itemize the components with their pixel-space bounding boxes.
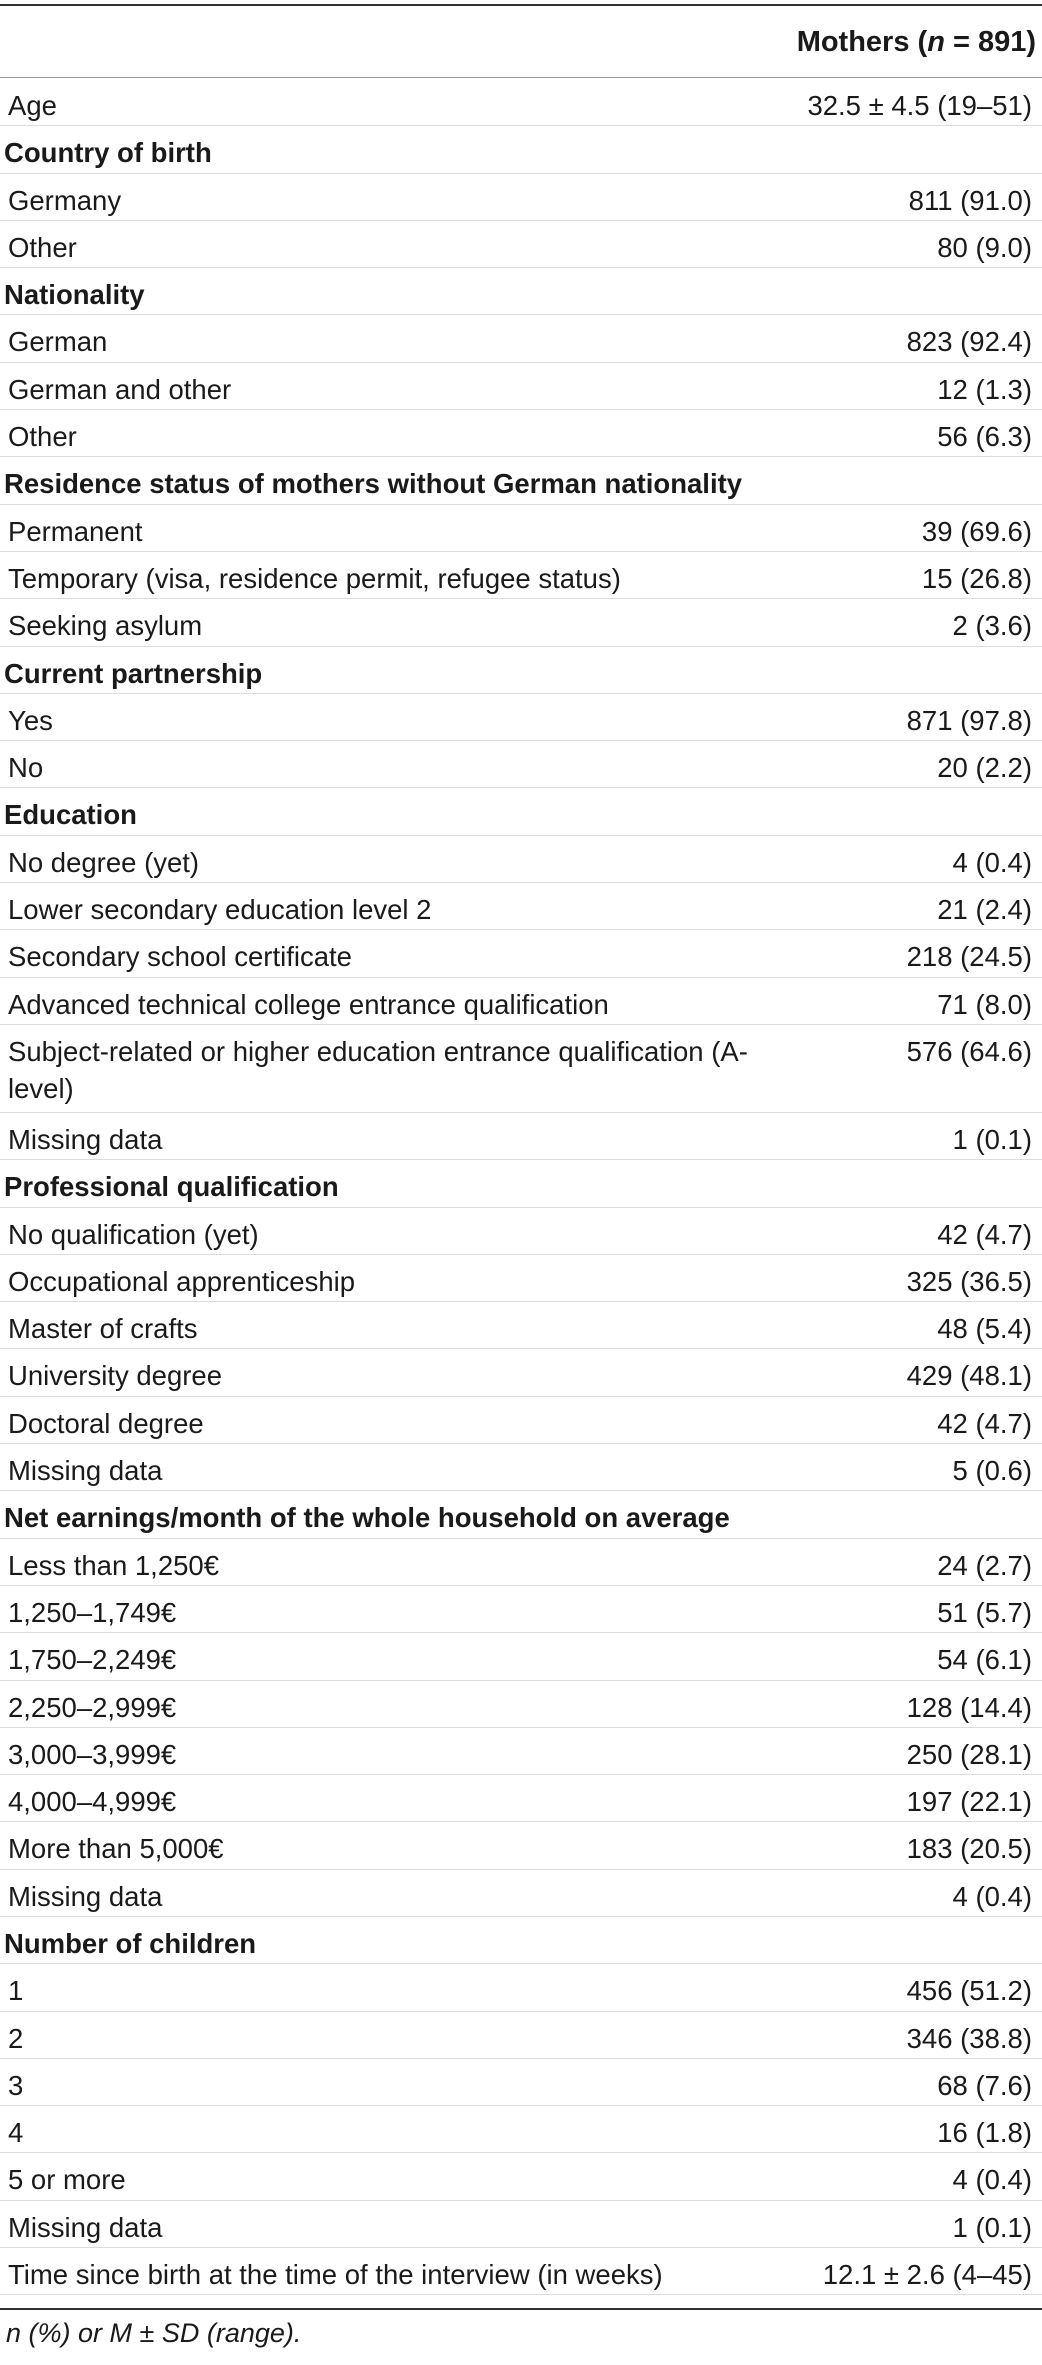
- column-header-mothers: Mothers (n = 891): [796, 26, 1036, 58]
- row-value: 42 (4.7): [937, 1407, 1032, 1439]
- row-value: 218 (24.5): [906, 941, 1032, 973]
- table-body: [0, 79, 1042, 2295]
- row-value: 32.5 ± 4.5 (19–51): [807, 90, 1032, 121]
- table-row: [0, 1539, 1042, 1586]
- table-row: [0, 2012, 1042, 2059]
- row-value: 871 (97.8): [906, 704, 1032, 736]
- table-row: [0, 2153, 1042, 2200]
- row-value: 1 (0.1): [952, 1123, 1032, 1155]
- table-row: [0, 1822, 1042, 1869]
- row-label: Other: [8, 231, 77, 263]
- row-label: Lower secondary education level 2: [8, 894, 432, 926]
- section-label: Country of birth: [4, 137, 212, 169]
- row-label: Advanced technical college entrance qualification: [8, 988, 609, 1020]
- row-value: 325 (36.5): [906, 1265, 1032, 1297]
- table-row: [0, 363, 1042, 410]
- row-label: Other: [8, 421, 77, 453]
- row-label: 5 or more: [8, 2164, 126, 2196]
- row-label: Permanent: [8, 515, 143, 547]
- table-row: [0, 599, 1042, 646]
- section-label: Nationality: [4, 279, 145, 311]
- row-value: 51 (5.7): [937, 1596, 1032, 1628]
- table-row: [0, 1208, 1042, 1255]
- row-value: 1 (0.1): [952, 2211, 1032, 2243]
- section-header-row: [0, 268, 1042, 315]
- row-label: Seeking asylum: [8, 610, 203, 642]
- row-label: No degree (yet): [8, 846, 200, 878]
- section-header-row: [0, 647, 1042, 694]
- table-row: [0, 978, 1042, 1025]
- row-label: 1: [8, 1975, 24, 2007]
- row-label: Time since birth at the time of the interview (in weeks): [8, 2259, 663, 2291]
- table-row: [0, 552, 1042, 599]
- row-value: 42 (4.7): [937, 1218, 1032, 1250]
- row-value: 429 (48.1): [906, 1360, 1032, 1392]
- row-label: Age: [8, 90, 57, 121]
- row-label: Doctoral degree: [8, 1407, 204, 1439]
- row-value: 71 (8.0): [937, 988, 1032, 1020]
- table-row: [0, 2059, 1042, 2106]
- row-label: University degree: [8, 1360, 222, 1392]
- row-label: Missing data: [8, 1123, 163, 1155]
- row-label: Occupational apprenticeship: [8, 1265, 356, 1297]
- row-label: Less than 1,250€: [8, 1549, 220, 1581]
- row-label: Missing data: [8, 1455, 163, 1487]
- section-label: Residence status of mothers without German nationality: [4, 468, 743, 500]
- row-value: 56 (6.3): [937, 421, 1032, 453]
- table-row: [0, 1255, 1042, 1302]
- section-header-row: [0, 788, 1042, 835]
- row-value: 80 (9.0): [937, 231, 1032, 263]
- table-row: [0, 1728, 1042, 1775]
- table-row: [0, 2106, 1042, 2153]
- row-label: 1,250–1,749€: [8, 1596, 177, 1628]
- table-row: [0, 1870, 1042, 1917]
- section-header-row: [0, 457, 1042, 504]
- header-rule: [0, 77, 1042, 78]
- section-header-row: [0, 1491, 1042, 1538]
- row-value: 54 (6.1): [937, 1644, 1032, 1676]
- table-row: [0, 221, 1042, 268]
- row-value: 2 (3.6): [952, 610, 1032, 642]
- row-value: 128 (14.4): [906, 1691, 1032, 1723]
- row-value: 250 (28.1): [906, 1738, 1032, 1770]
- row-label: No: [8, 752, 44, 784]
- table-bottom-rule: [0, 2308, 1042, 2310]
- row-label: No qualification (yet): [8, 1218, 259, 1250]
- row-label: Yes: [8, 704, 53, 736]
- row-value: 4 (0.4): [952, 1880, 1032, 1912]
- section-header-row: [0, 126, 1042, 173]
- row-label: 4: [8, 2117, 24, 2149]
- table-row: [0, 836, 1042, 883]
- row-label: 1,750–2,249€: [8, 1644, 177, 1676]
- row-value: 4 (0.4): [952, 846, 1032, 878]
- row-label: Subject-related or higher education entrance qualification (A-level): [8, 1035, 748, 1104]
- table-row: [0, 883, 1042, 930]
- table-row: [0, 1775, 1042, 1822]
- section-label: Education: [4, 799, 137, 831]
- section-label: Net earnings/month of the whole household on average: [4, 1502, 730, 1534]
- table-row: [0, 79, 1042, 126]
- table-row: [0, 2201, 1042, 2248]
- row-value: 823 (92.4): [906, 326, 1032, 358]
- row-value: 346 (38.8): [906, 2022, 1032, 2054]
- table-row: [0, 1025, 1042, 1113]
- table-row: [0, 1302, 1042, 1349]
- row-value: 456 (51.2): [906, 1975, 1032, 2007]
- row-value: 68 (7.6): [937, 2069, 1032, 2101]
- row-value: 16 (1.8): [937, 2117, 1032, 2149]
- row-value: 183 (20.5): [906, 1833, 1032, 1865]
- row-label: 4,000–4,999€: [8, 1786, 177, 1818]
- table-row: [0, 2248, 1042, 2295]
- row-label: German: [8, 326, 108, 358]
- row-label: 3: [8, 2069, 24, 2101]
- table-row: [0, 1113, 1042, 1160]
- row-value: 4 (0.4): [952, 2164, 1032, 2196]
- table-row: [0, 1681, 1042, 1728]
- row-value: 24 (2.7): [937, 1549, 1032, 1581]
- table-row: [0, 315, 1042, 362]
- table-header: [0, 6, 1042, 77]
- section-header-row: [0, 1917, 1042, 1964]
- table-row: [0, 1397, 1042, 1444]
- table-row: [0, 174, 1042, 221]
- table-row: [0, 1633, 1042, 1680]
- row-label: Temporary (visa, residence permit, refugee status): [8, 562, 621, 594]
- row-label: Germany: [8, 184, 122, 216]
- table-row: [0, 410, 1042, 457]
- table-row: [0, 694, 1042, 741]
- row-value: 15 (26.8): [921, 562, 1032, 594]
- section-header-row: [0, 1160, 1042, 1207]
- table-row: [0, 1349, 1042, 1396]
- row-label: Missing data: [8, 1880, 163, 1912]
- row-value: 811 (91.0): [908, 184, 1032, 216]
- row-value: 576 (64.6): [906, 1035, 1032, 1067]
- row-label: 2: [8, 2022, 24, 2054]
- row-label: Master of crafts: [8, 1313, 198, 1345]
- table-row: [0, 741, 1042, 788]
- row-value: 39 (69.6): [921, 515, 1032, 547]
- row-value: 48 (5.4): [937, 1313, 1032, 1345]
- row-value: 21 (2.4): [937, 894, 1032, 926]
- table-row: [0, 930, 1042, 977]
- section-label: Number of children: [4, 1927, 257, 1959]
- section-label: Current partnership: [4, 657, 263, 689]
- row-value: 20 (2.2): [937, 752, 1032, 784]
- row-label: 2,250–2,999€: [8, 1691, 177, 1723]
- row-label: Secondary school certificate: [8, 941, 352, 973]
- row-label: Missing data: [8, 2211, 163, 2243]
- section-label: Professional qualification: [4, 1171, 339, 1203]
- row-value: 5 (0.6): [952, 1455, 1032, 1487]
- row-value: 12.1 ± 2.6 (4–45): [822, 2259, 1032, 2291]
- table-row: [0, 505, 1042, 552]
- row-label: German and other: [8, 373, 232, 405]
- table-row: [0, 1444, 1042, 1491]
- row-value: 197 (22.1): [906, 1786, 1032, 1818]
- row-label: 3,000–3,999€: [8, 1738, 177, 1770]
- row-label: More than 5,000€: [8, 1833, 224, 1865]
- table-row: [0, 1586, 1042, 1633]
- table-row: [0, 1964, 1042, 2011]
- table-footnote: n (%) or M ± SD (range).: [6, 2318, 302, 2348]
- row-value: 12 (1.3): [937, 373, 1032, 405]
